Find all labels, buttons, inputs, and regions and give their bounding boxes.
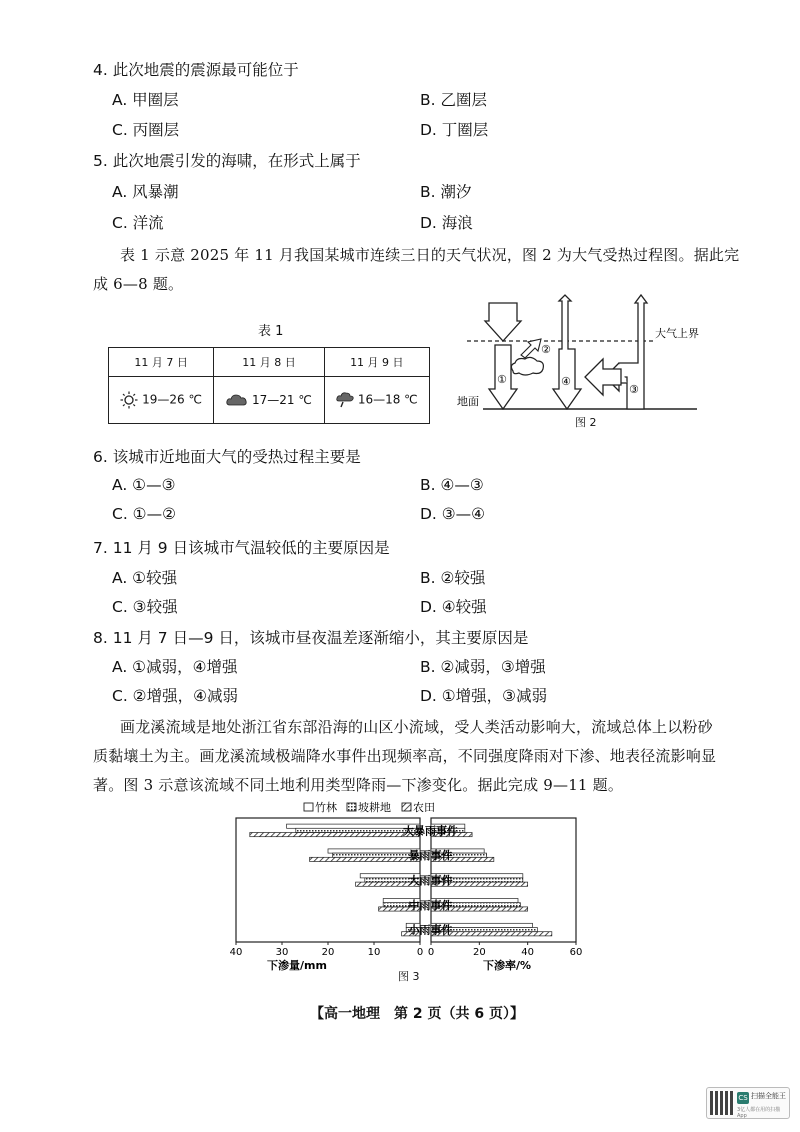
fig2-caption: 图 2 (575, 416, 597, 429)
q7-option-b: B. ②较强 (420, 569, 486, 587)
cloud-icon (226, 393, 248, 407)
q7-option-c: C. ③较强 (112, 598, 178, 616)
q8-option-a: A. ①减弱，④增强 (112, 658, 238, 676)
left-tick-0: 40 (229, 947, 243, 958)
q5-option-a: A. 风暴潮 (112, 183, 179, 201)
table-header-day2: 11 月 8 日 (214, 348, 324, 377)
legend-label-1: 坡耕地 (358, 801, 391, 814)
bar-left-0-2 (250, 833, 420, 837)
weather-table (108, 347, 430, 424)
table-cell-day2 (214, 377, 324, 424)
table-header-day1: 11 月 7 日 (109, 348, 214, 377)
table-cell-day1 (109, 377, 214, 424)
arrow-label-4: ④ (561, 375, 571, 388)
scanner-sub: 3亿人都在用的扫描App (737, 1107, 781, 1119)
intro2-line1: 画龙溪流域是地处浙江省东部沿海的山区小流域，受人类活动影响大，流域总体上以粉砂 (120, 718, 713, 736)
q8-option-d: D. ①增强，③减弱 (420, 687, 548, 705)
legend-swatch-0 (304, 803, 313, 811)
category-label-3: 中雨事件 (408, 898, 453, 912)
label-top-of-atmosphere: 大气上界 (655, 327, 699, 340)
arrow-label-2: ② (541, 343, 551, 356)
right-xlabel: 下渗率/% (482, 959, 532, 972)
arrow-label-3: ③ (629, 383, 639, 396)
fig3-caption: 图 3 (398, 970, 420, 983)
left-xlabel: 下渗量/mm (267, 959, 327, 972)
q8-stem: 8. 11 月 7 日—9 日，该城市昼夜温差逐渐缩小，其主要原因是 (93, 629, 529, 647)
q5-option-d: D. 海浪 (420, 214, 473, 232)
q4-option-c: C. 丙圈层 (112, 121, 180, 139)
category-label-1: 暴雨事件 (408, 849, 453, 863)
category-label-4: 小雨事件 (408, 923, 453, 937)
bar-left-1-1 (333, 853, 420, 857)
right-tick-3: 60 (569, 947, 583, 958)
arrow-label-1: ① (497, 373, 507, 386)
q5-stem: 5. 此次地震引发的海啸，在形式上属于 (93, 152, 361, 170)
q6-option-d: D. ③—④ (420, 505, 486, 523)
q6-stem: 6. 该城市近地面大气的受热过程主要是 (93, 448, 361, 466)
q7-option-d: D. ④较强 (420, 598, 487, 616)
atmosphere-heating-diagram (455, 293, 700, 433)
q6-option-b: B. ④—③ (420, 476, 484, 494)
scanner-watermark (706, 1087, 790, 1119)
legend-label-0: 竹林 (315, 801, 337, 814)
chart-legend (304, 800, 435, 814)
q5-option-c: C. 洋流 (112, 214, 164, 232)
infiltration-chart (222, 800, 592, 990)
temp-day1: 19—26 ℃ (142, 392, 202, 407)
temp-day2: 17—21 ℃ (251, 392, 312, 407)
bar-left-0-0 (287, 824, 420, 828)
right-tick-0: 0 (427, 947, 435, 958)
right-tick-2: 40 (521, 947, 535, 958)
legend-swatch-2 (402, 803, 411, 811)
bar-left-1-2 (310, 857, 420, 861)
left-tick-4: 0 (416, 947, 424, 958)
category-label-2: 大雨事件 (408, 874, 453, 887)
rain-cloud-icon (336, 391, 354, 409)
table-header-day3: 11 月 9 日 (324, 348, 429, 377)
category-label-0: 大暴雨事件 (403, 824, 458, 838)
left-panel (230, 818, 424, 972)
q6-option-a: A. ①—③ (112, 476, 176, 494)
sun-icon (120, 391, 138, 409)
right-panel (428, 818, 583, 972)
scanner-logo: CS (738, 1094, 748, 1102)
intro1-line1: 表 1 示意 2025 年 11 月我国某城市连续三日的天气状况，图 2 为大气受热过程图。据此完 (120, 246, 740, 264)
q8-option-c: C. ②增强，④减弱 (112, 687, 238, 705)
q7-option-a: A. ①较强 (112, 569, 178, 587)
temp-day3: 16—18 ℃ (357, 392, 418, 407)
q8-option-b: B. ②减弱，③增强 (420, 658, 546, 676)
q4-option-d: D. 丁圈层 (420, 121, 489, 139)
bar-left-1-0 (328, 849, 420, 853)
bar-left-0-1 (296, 828, 420, 832)
q6-option-c: C. ①—② (112, 505, 176, 523)
q7-stem: 7. 11 月 9 日该城市气温较低的主要原因是 (93, 539, 390, 557)
label-ground: 地面 (457, 395, 479, 408)
left-tick-3: 10 (367, 947, 381, 958)
page-footer: 【高一地理 第 2 页（共 6 页）】 (310, 1006, 524, 1022)
intro1-line2: 成 6—8 题。 (93, 275, 184, 293)
legend-label-2: 农田 (413, 801, 435, 814)
qr-code-icon (710, 1091, 734, 1115)
intro2-line2: 质黏壤土为主。画龙溪流域极端降水事件出现频率高，不同强度降雨对下渗、地表径流影响显 (93, 747, 717, 765)
left-tick-2: 20 (321, 947, 335, 958)
scanner-name: 扫描全能王 (751, 1092, 786, 1100)
q4-option-b: B. 乙圈层 (420, 91, 487, 109)
legend-swatch-1 (347, 803, 356, 811)
table-cell-day3 (324, 377, 429, 424)
table1-caption: 表 1 (258, 324, 284, 339)
q4-option-a: A. 甲圈层 (112, 91, 179, 109)
right-tick-1: 20 (472, 947, 486, 958)
intro2-line3: 著。图 3 示意该流域不同土地利用类型降雨—下渗变化。据此完成 9—11 题。 (93, 776, 624, 794)
q4-stem: 4. 此次地震的震源最可能位于 (93, 61, 299, 79)
left-tick-1: 30 (275, 947, 289, 958)
q5-option-b: B. 潮汐 (420, 183, 472, 201)
